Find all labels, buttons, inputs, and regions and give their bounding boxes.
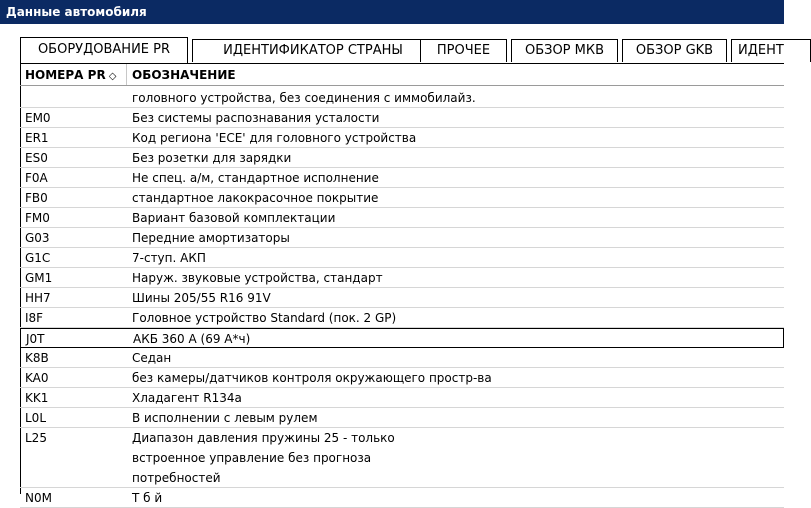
row-description: без камеры/датчиков контроля окружающего простр-ва [132, 371, 492, 385]
tab-pr-equipment[interactable]: ОБОРУДОВАНИЕ PR [20, 37, 188, 63]
table-row-continuation[interactable] [20, 88, 784, 108]
table-row[interactable] [20, 128, 784, 148]
row-description: Диапазон давления пружины 25 - только [132, 431, 395, 445]
row-description: Головное устройство Standard (пок. 2 GP) [132, 311, 397, 325]
row-pr-code: FB0 [25, 191, 48, 205]
row-pr-code: G03 [25, 231, 50, 245]
row-pr-code: FM0 [25, 211, 50, 225]
table-row[interactable] [20, 408, 784, 428]
table-header [20, 64, 784, 86]
table-row[interactable] [20, 388, 784, 408]
table-row[interactable] [20, 348, 784, 368]
row-pr-code: ER1 [25, 131, 49, 145]
row-description: 7-ступ. АКП [132, 251, 206, 265]
column-separator[interactable] [126, 64, 127, 85]
column-header-designation[interactable]: ОБОЗНАЧЕНИЕ [132, 68, 236, 82]
row-pr-code: J0T [26, 332, 45, 346]
row-description: В исполнении с левым рулем [132, 411, 318, 425]
row-description: Хладагент R134a [132, 391, 242, 405]
table-row[interactable] [20, 268, 784, 288]
table-body[interactable] [20, 88, 784, 505]
row-description: АКБ 360 А (69 А*ч) [133, 332, 251, 346]
tab-mkb-overview[interactable]: ОБЗОР МКВ [511, 39, 618, 62]
row-pr-code: EM0 [25, 111, 51, 125]
table-row[interactable] [20, 328, 784, 348]
row-description: Не спец. а/м, стандартное исполнение [132, 171, 379, 185]
tab-bar [20, 39, 784, 63]
row-pr-code: I8F [25, 311, 44, 325]
row-pr-code: L25 [25, 431, 47, 445]
tab-ident[interactable]: ИДЕНТ [731, 39, 811, 62]
row-description: Седан [132, 351, 172, 365]
row-pr-code: L0L [25, 411, 47, 425]
row-description: Вариант базовой комплектации [132, 211, 336, 225]
row-description: Без розетки для зарядки [132, 151, 292, 165]
row-description: Шины 205/55 R16 91V [132, 291, 271, 305]
tab-other[interactable]: ПРОЧЕЕ [420, 39, 507, 62]
table-row[interactable] [20, 108, 784, 128]
table-row[interactable] [20, 148, 784, 168]
table-row[interactable] [20, 428, 784, 488]
sort-icon: ◇ [108, 71, 117, 82]
table-row[interactable] [20, 168, 784, 188]
row-pr-code: N0M [25, 491, 52, 505]
table-row[interactable] [20, 488, 784, 508]
table-row[interactable] [20, 248, 784, 268]
column-header-pr-numbers[interactable]: НОМЕРА PR ◇ [25, 68, 117, 82]
row-pr-code: KK1 [25, 391, 49, 405]
table-row[interactable] [20, 208, 784, 228]
row-description: Т б й [132, 491, 163, 505]
tab-country-identifier[interactable]: ИДЕНТИФИКАТОР СТРАНЫ [192, 39, 434, 62]
row-pr-code: HH7 [25, 291, 51, 305]
row-description: головного устройства, без соединения с иммобилайз. [132, 91, 476, 105]
row-description: Код региона 'ECE' для головного устройства [132, 131, 417, 145]
row-description: потребностей [132, 471, 221, 485]
row-description: встроенное управление без прогноза [132, 451, 372, 465]
table-row[interactable] [20, 188, 784, 208]
row-pr-code: ES0 [25, 151, 48, 165]
row-pr-code: G1C [25, 251, 51, 265]
row-description: Без системы распознавания усталости [132, 111, 380, 125]
row-pr-code: F0A [25, 171, 48, 185]
table-row[interactable] [20, 228, 784, 248]
window-title: Данные автомобиля [6, 5, 147, 19]
table-row[interactable] [20, 308, 784, 328]
tab-gkb-overview[interactable]: ОБЗОР GKB [622, 39, 727, 62]
row-description: стандартное лакокрасочное покрытие [132, 191, 379, 205]
row-pr-code: GM1 [25, 271, 53, 285]
row-pr-code: KA0 [25, 371, 49, 385]
window-titlebar [0, 0, 784, 24]
table-row[interactable] [20, 288, 784, 308]
table-row[interactable] [20, 368, 784, 388]
row-description: Наруж. звуковые устройства, стандарт [132, 271, 383, 285]
row-description: Передние амортизаторы [132, 231, 290, 245]
row-pr-code: K8B [25, 351, 49, 365]
